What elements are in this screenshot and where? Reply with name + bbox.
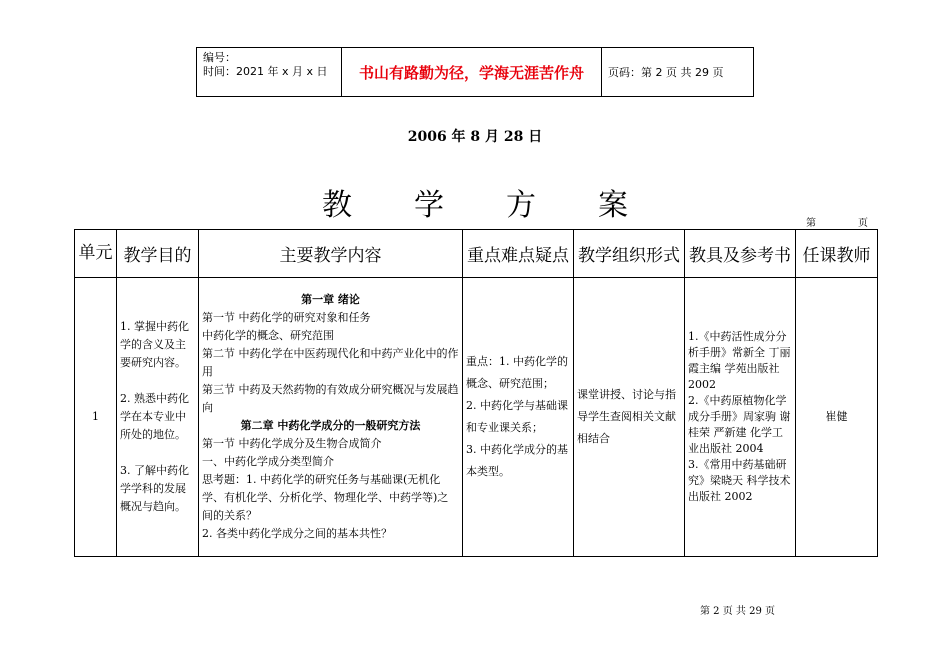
page-header [196, 47, 754, 97]
content-line: 2. 各类中药化学成分之间的基本共性？ [202, 527, 392, 540]
chapter-title: 第一章 绪论 [301, 293, 360, 306]
header-key-points: 重点难点疑点 [463, 230, 574, 278]
reference-item: 3.《常用中药基础研究》梁晓天 科学技术出版社 2002 [688, 458, 791, 503]
key-point: 3. 中药化学成分的基本类型。 [466, 443, 568, 478]
header-objectives: 教学目的 [117, 230, 199, 278]
key-point: 2. 中药化学与基础课和专业课关系； [466, 399, 568, 434]
objective-item: 3. 了解中药化学学科的发展概况与趋向。 [120, 464, 189, 513]
chapter-title: 第二章 中药化学成分的一般研究方法 [240, 419, 421, 432]
objective-item: 2. 熟悉中药化学在本专业中所处的地位。 [120, 392, 189, 441]
reference-item: 2.《中药原植物化学成分手册》周家驹 谢桂荣 严新建 化学工业出版社 2004 [688, 394, 791, 455]
content-line: 第一节 中药化学的研究对象和任务 [202, 311, 371, 324]
header-meta [197, 48, 342, 96]
table-header-row [75, 230, 878, 278]
content-line: 第一节 中药化学成分及生物合成简介 [202, 437, 382, 450]
objective-item: 1. 掌握中药化学的含义及主要研究内容。 [120, 320, 189, 369]
content-line: 一、中药化学成分类型简介 [202, 455, 334, 468]
table-row [75, 278, 878, 557]
cell-key-points [463, 278, 574, 557]
cell-form: 课堂讲授、讨论与指导学生查阅相关文献相结合 [574, 278, 685, 557]
reference-item: 1.《中药活性成分分析手册》常新全 丁丽霞主编 学苑出版社 2002 [688, 330, 791, 391]
cell-unit: 1 [75, 278, 117, 557]
content-line: 思考题：1. 中药化学的研究任务与基础课(无机化学、有机化学、分析化学、物理化学、中药学等)之间的关系？ [202, 473, 449, 522]
page-footer: 第 2 页 共 29 页 [700, 606, 775, 617]
header-teacher: 任课教师 [796, 230, 878, 278]
code-label: 编号： [203, 51, 236, 64]
header-content: 主要教学内容 [199, 230, 463, 278]
header-references: 教具及参考书 [685, 230, 796, 278]
content-line: 中药化学的概念、研究范围 [202, 329, 334, 342]
document-date: 2006 年 8 月 28 日 [407, 129, 543, 145]
cell-content [199, 278, 463, 557]
motto: 书山有路勤为径，学海无涯苦作舟 [342, 48, 602, 96]
content-line: 第三节 中药及天然药物的有效成分研究概况与发展趋向 [202, 383, 459, 414]
header-form: 教学组织形式 [574, 230, 685, 278]
key-point: 重点：1. 中药化学的概念、研究范围； [466, 355, 568, 390]
page-top-ye: 页 [858, 218, 868, 229]
header-unit: 单元 [75, 230, 117, 278]
cell-objectives [117, 278, 199, 557]
page-top-di: 第 [806, 218, 816, 229]
teaching-plan-table [74, 229, 878, 557]
page-label: 页码：第 2 页 共 29 页 [608, 66, 724, 79]
document-title: 教学方案 [322, 188, 690, 223]
cell-teacher: 崔健 [796, 278, 878, 557]
time-label: 时间：2021 年 x 月 x 日 [203, 65, 328, 78]
content-line: 第二节 中药化学在中医药现代化和中药产业化中的作用 [202, 347, 459, 378]
cell-references [685, 278, 796, 557]
